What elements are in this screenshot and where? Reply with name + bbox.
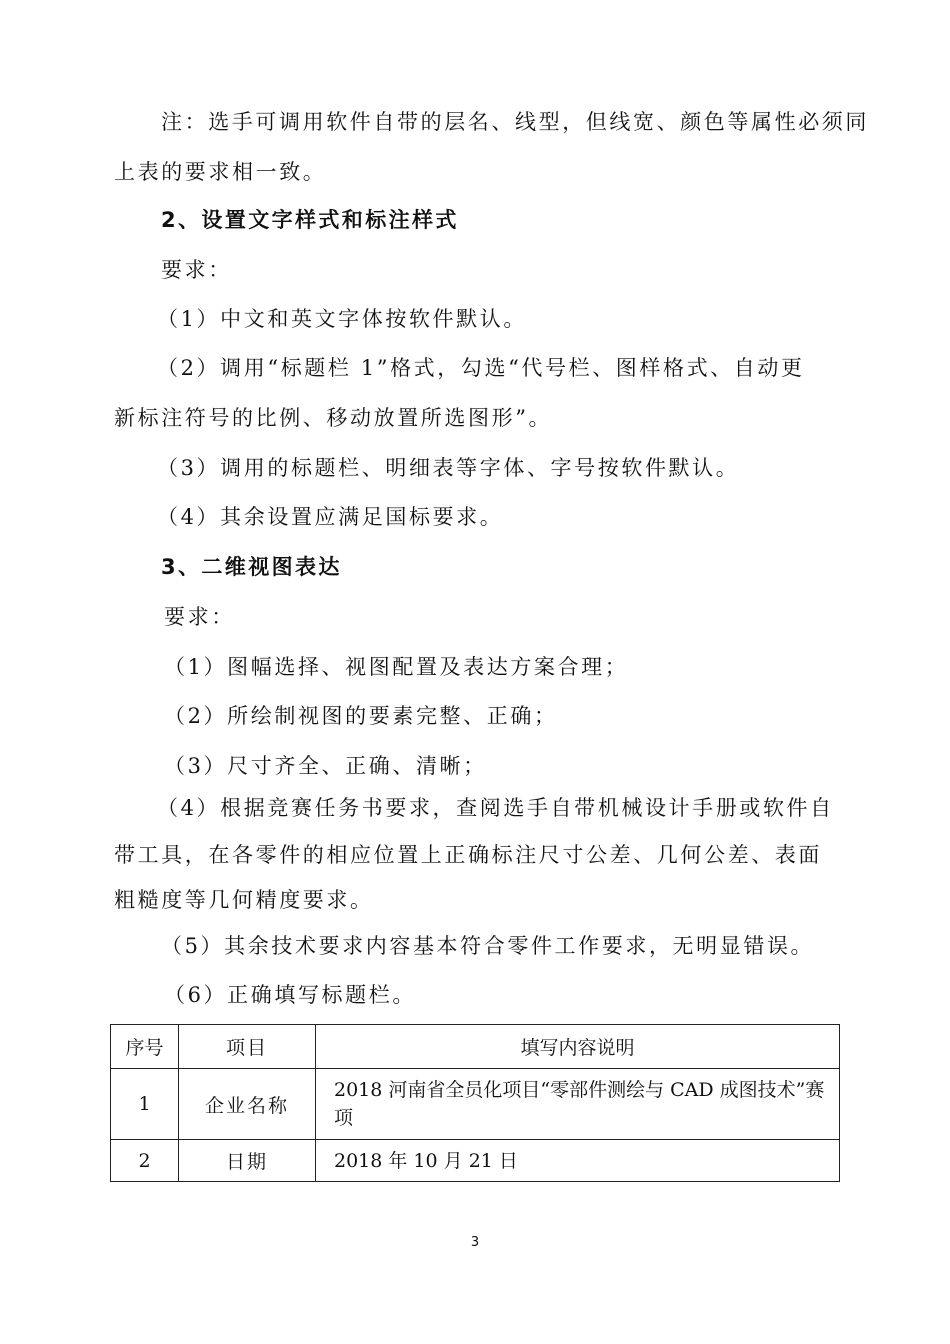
body-line: 带工具，在各零件的相应位置上正确标注尺寸公差、几何公差、表面 <box>114 843 822 867</box>
table-cell-description <box>316 1140 840 1182</box>
section-heading: 3、二维视图表达 <box>161 555 342 579</box>
description-text: 2018 河南省全员化项目“零部件测绘与 CAD 成图技术”赛项 <box>334 1079 825 1129</box>
table-row <box>111 1069 840 1140</box>
body-line: （3）尺寸齐全、正确、清晰； <box>164 754 487 778</box>
table-cell-description <box>316 1069 840 1140</box>
body-line: （1）图幅选择、视图配置及表达方案合理； <box>164 655 629 679</box>
page-number: 3 <box>470 1235 480 1250</box>
body-line: （4）根据竞赛任务书要求，查阅选手自带机械设计手册或软件自 <box>157 796 834 820</box>
body-line: 粗糙度等几何精度要求。 <box>114 888 374 912</box>
table-cell-item: 企业名称 <box>179 1069 316 1140</box>
table-cell-index: 2 <box>111 1140 179 1182</box>
body-line: 注：选手可调用软件自带的层名、线型，但线宽、颜色等属性必须同 <box>161 110 869 134</box>
title-block-table <box>110 1024 840 1182</box>
body-line: （5）其余技术要求内容基本符合零件工作要求，无明显错误。 <box>161 934 815 958</box>
column-header-item: 项目 <box>179 1025 316 1069</box>
body-line: 要求： <box>164 605 235 629</box>
table-cell-index: 1 <box>111 1069 179 1140</box>
table-header-row <box>111 1025 840 1069</box>
body-line: （2）调用“标题栏 1”格式，勾选“代号栏、图样格式、自动更 <box>157 356 805 380</box>
table-cell-item: 日期 <box>179 1140 316 1182</box>
section-heading: 2、设置文字样式和标注样式 <box>161 208 459 232</box>
body-line: 要求： <box>161 258 232 282</box>
body-line: （3）调用的标题栏、明细表等字体、字号按软件默认。 <box>157 456 740 480</box>
table-row <box>111 1140 840 1182</box>
body-line: 新标注符号的比例、移动放置所选图形”。 <box>114 406 553 430</box>
description-text: 2018 年 10 月 21 日 <box>334 1149 518 1172</box>
body-line: 上表的要求相一致。 <box>114 160 327 184</box>
column-header-index: 序号 <box>111 1025 179 1069</box>
body-line: （2）所绘制视图的要素完整、正确； <box>164 704 558 728</box>
body-line: （6）正确填写标题栏。 <box>164 983 416 1007</box>
body-line: （1）中文和英文字体按软件默认。 <box>157 307 527 331</box>
column-header-description: 填写内容说明 <box>316 1025 840 1069</box>
body-line: （4）其余设置应满足国标要求。 <box>157 505 504 529</box>
